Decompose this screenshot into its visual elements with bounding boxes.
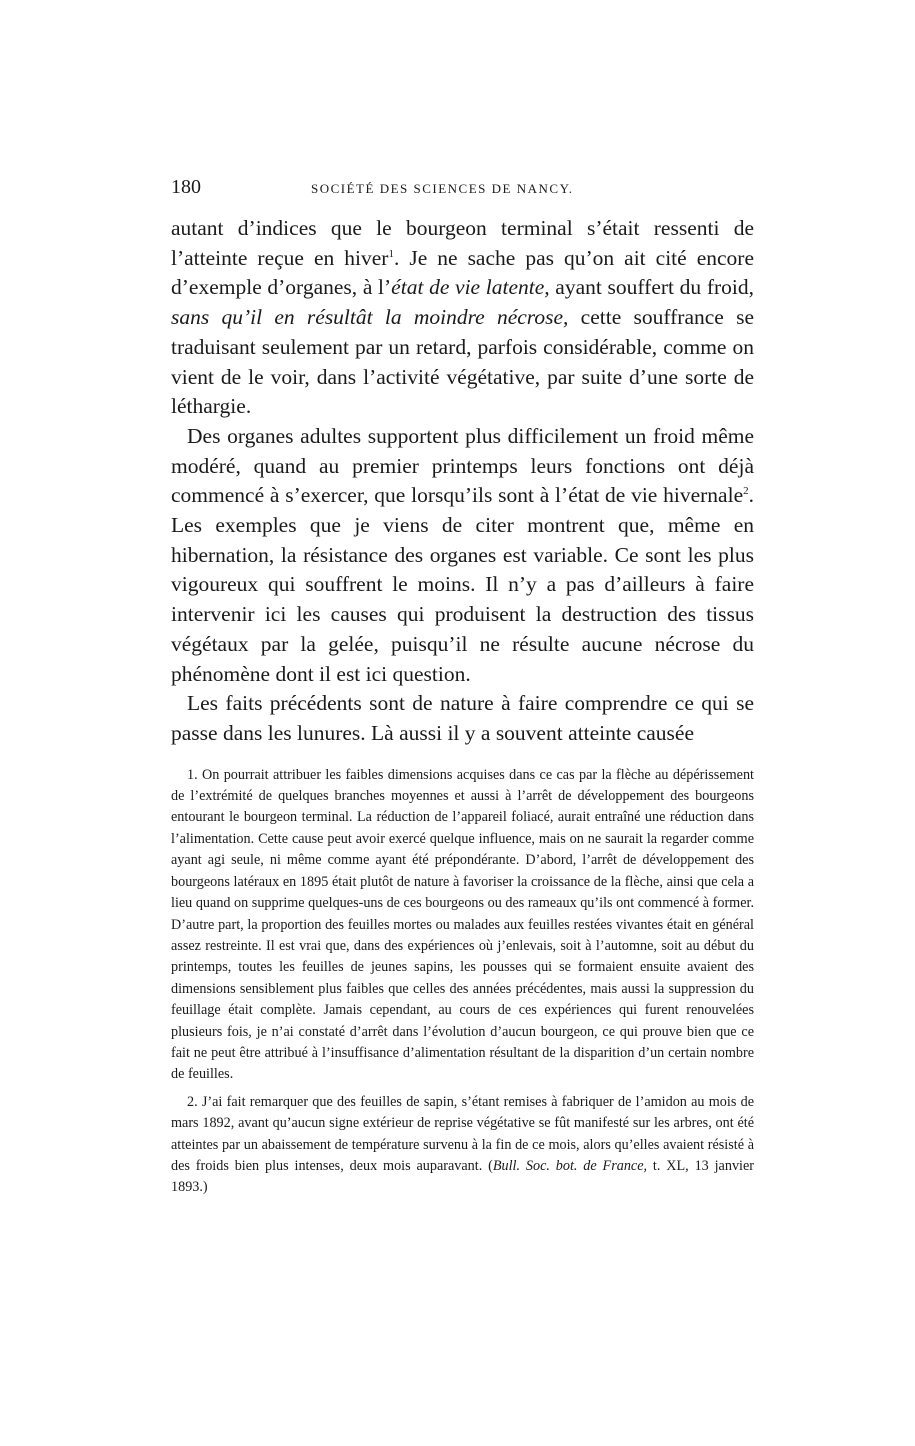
paragraph-1 [171,214,754,422]
italic-phrase-1: état de vie latente, [391,275,550,300]
page-header [171,176,754,210]
footnote-2-citation: Bull. Soc. bot. de France, [492,1157,648,1174]
paragraph-1-part-c: ayant souffert du froid, [549,275,754,300]
footnote-2 [171,1092,754,1199]
paragraph-1-part-b: . Je ne sache pas qu’on ait cité encore d’exemple d’organes, à l’ [171,245,754,300]
page-number: 180 [171,176,201,198]
paragraph-2-part-a: Des organes adultes supportent plus difficilement un froid même modéré, quand au premier printemps leurs fonctions ont déjà commencé à s’exercer, que lorsqu’ils sont à l’état de vie hivernale [171,423,754,508]
footnotes [171,765,754,1199]
footnote-2-part-a: 2. J’ai fait remarquer que des feuilles de sapin, s’étant remises à fabriquer de l’amidon au mois de mars 1892, avant qu’aucun signe extérieur de reprise végétative se fût manifesté sur les arbres, ont été atteintes par un abaissement de température survenu à la fin de ce mois, alors qu’elles avaient résisté à des froids bien plus intenses, deux mois auparavant. ( [171,1093,754,1174]
italic-phrase-2: sans qu’il en résultât la moindre nécrose, [171,305,569,330]
running-title: SOCIÉTÉ DES SCIENCES DE NANCY. [311,181,574,196]
book-page [171,176,754,1205]
paragraph-3: Les faits précédents sont de nature à faire comprendre ce qui se passe dans les lunures. Là aussi il y a souvent atteinte causée [171,691,754,745]
paragraph-2-part-b: . Les exemples que je viens de citer montrent que, même en hibernation, la résistance des organes est variable. Ce sont les plus vigoureux qui souffrent le moins. Il n’y a pas d’ailleurs à faire intervenir ici les causes qui produisent la destruction des tissus végétaux par la gelée, puisqu’il ne résulte aucune nécrose du phénomène dont il est ici question. [171,483,754,686]
footnote-ref-1: 1 [388,247,394,260]
paragraph-2 [171,422,754,689]
footnote-ref-2: 2 [743,485,749,498]
footnote-2-part-b: t. XL, 13 janvier 1893.) [171,1157,754,1196]
paragraph-1-part-a: autant d’indices que le bourgeon terminal s’était ressenti de l’atteinte reçue en hiver [171,216,754,270]
footnote-1: 1. On pourrait attribuer les faibles dimensions acquises dans ce cas par la flèche au dépérissement de l’extrémité de quelques branches moyennes et aussi à l’arrêt de développement des bourgeons entourant le bourgeon terminal. La réduction de l’appareil foliacé, aurait entraîné une réduction dans l’alimentation. Cette cause peut avoir exercé quelque influence, mais on ne saurait la regarder comme ayant agi seule, ni même comme ayant été prépondérante. D’abord, l’arrêt de développement des bourgeons latéraux en 1895 était plutôt de nature à favoriser la croissance de la flèche, ainsi que cela a lieu quand on supprime quelques-uns de ces bourgeons ou des rameaux qu’ils ont commencé à former. D’autre part, la proportion des feuilles mortes ou malades aux feuilles restées vivantes était en général assez restreinte. Il est vrai que, dans des expériences où j’enlevais, soit à l’automne, soit au début du printemps, toutes les feuilles de jeunes sapins, les pousses qui se formaient ensuite avaient des dimensions sensiblement plus faibles que celles des années précédentes, mais aussi la suppression du feuillage était complète. Jamais cependant, au cours de ces expériences qui furent renouvelées plusieurs fois, je n’ai constaté d’arrêt dans l’évolution d’aucun bourgeon, ce qui prouve bien que ce fait ne peut être attribué à l’insuffisance d’alimentation résultant de la disparition d’un certain nombre de feuilles. [171,766,754,1083]
body-text [171,214,754,749]
paragraph-1-part-d: cette souffrance se traduisant seulement par un retard, parfois considérable, comme on vient de le voir, dans l’activité végétative, par suite d’une sorte de léthargie. [171,305,754,419]
